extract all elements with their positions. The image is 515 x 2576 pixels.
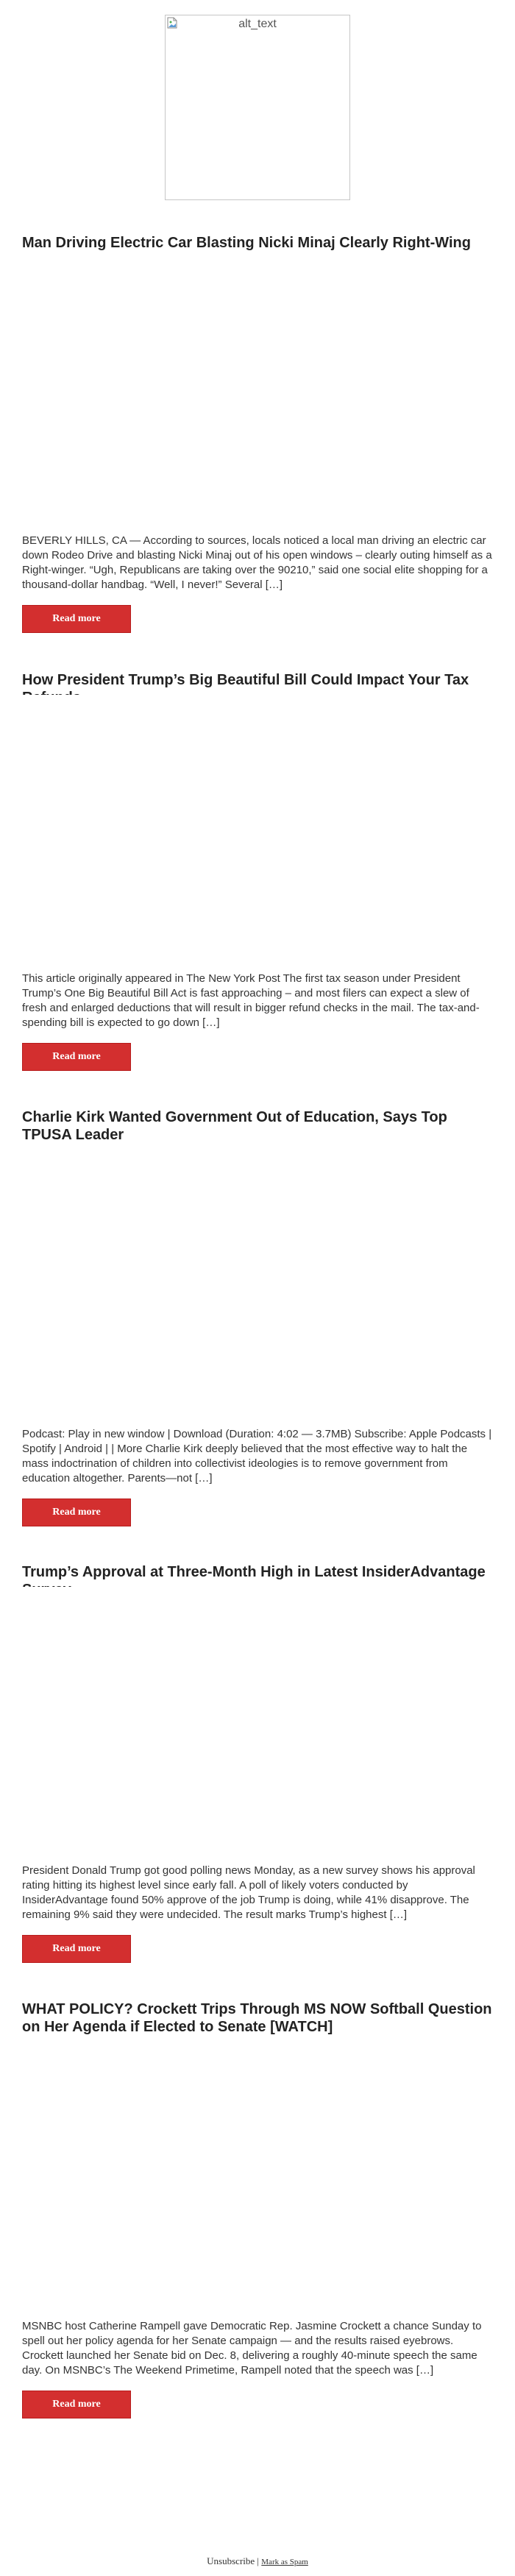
read-more-button[interactable]: Read more: [22, 2391, 131, 2418]
article-image[interactable]: [22, 1587, 493, 1859]
footer-separator: |: [257, 2555, 260, 2566]
article-image[interactable]: [22, 1150, 493, 1422]
header-image-alt-text: alt_text: [238, 18, 277, 30]
read-more-button[interactable]: Read more: [22, 605, 131, 633]
article-excerpt: MSNBC host Catherine Rampell gave Democratic Rep. Jasmine Crockett a chance Sunday to spell out her policy agenda for her Senate campaign — and the results raised eyebrows. Crockett launched her Senate bid on Dec. 8, delivering a roughly 40-minute speech the same day. On MSNBC’s The Weekend Primetime, Rampell noted that the speech was […]: [22, 2320, 482, 2377]
article-card: [22, 671, 493, 1083]
article-card: [22, 2000, 493, 2449]
read-more-button[interactable]: Read more: [22, 1043, 131, 1071]
article-card: [22, 234, 493, 646]
read-more-button[interactable]: Read more: [22, 1498, 131, 1526]
article-card: [22, 1108, 493, 1543]
article-excerpt: President Donald Trump got good polling news Monday, as a new survey shows his approval rating hitting its highest level since early fall. A poll of likely voters conducted by InsiderAdvantage found 50% approve of the job Trump is doing, while 41% disapprove. The remaining 9% said they were undecided. The result marks Trump’s highest […]: [22, 1864, 475, 1921]
article-image[interactable]: [22, 258, 493, 530]
article-title[interactable]: Charlie Kirk Wanted Government Out of Education, Says Top TPUSA Leader: [22, 1109, 447, 1143]
article-title[interactable]: How President Trump’s Big Beautiful Bill Could Impact Your Tax: [22, 672, 469, 688]
article-title[interactable]: WHAT POLICY? Crockett Trips Through MS NOW Softball Question on Her Agenda if Elected to Senate [WATCH]: [22, 2001, 492, 2035]
article-image[interactable]: [22, 695, 493, 967]
unsubscribe-link[interactable]: Unsubscribe: [207, 2555, 255, 2566]
article-excerpt: Podcast: Play in new window | Download (Duration: 4:02 — 3.7MB) Subscribe: Apple Podcasts | Spotify | Android | | More Charlie Kirk deeply believed that the most effective way to halt the mass indoctrination of children into collectivist ideologies is to remove government from education altogether. Parents—not […]: [22, 1428, 492, 1485]
article-excerpt: BEVERLY HILLS, CA — According to sources, locals noticed a local man driving an electric car down Rodeo Drive and blasting Nicki Minaj out of his open windows – clearly outing himself as a Right-winger. “Ugh, Republicans are taking over the 90210,” said one social elite shopping for a thousand-dollar handbag. “Well, I never!” Several […]: [22, 534, 492, 591]
mark-as-spam-link[interactable]: Mark as Spam: [261, 2558, 308, 2566]
article-excerpt: This article originally appeared in The New York Post The first tax season under President Trump’s One Big Beautiful Bill Act is fast approaching – and most filers can expect a slew of fresh and enlarged deductions that will result in bigger refund checks in the mail. The tax-and-spending bill is expected to go down […]: [22, 972, 480, 1029]
article-title[interactable]: Trump’s Approval at Three-Month High in Latest InsiderAdvantage: [22, 1564, 486, 1580]
article-title[interactable]: Man Driving Electric Car Blasting Nicki Minaj Clearly Right-Wing: [22, 235, 471, 251]
article-image[interactable]: [22, 2042, 493, 2314]
footer: [0, 2555, 515, 2567]
read-more-button[interactable]: Read more: [22, 1935, 131, 1963]
header-image: [165, 15, 350, 200]
article-card: [22, 1563, 493, 1975]
